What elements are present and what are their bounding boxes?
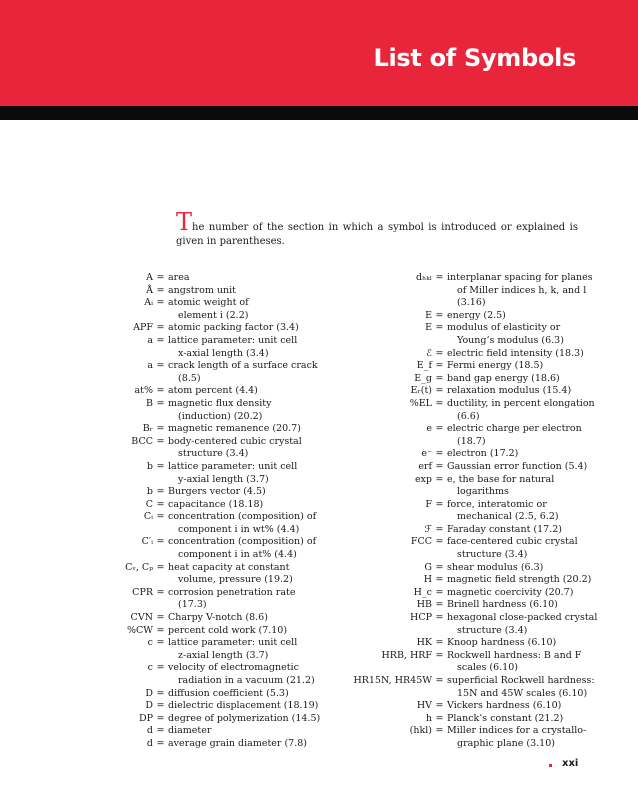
symbol-entry xyxy=(347,272,597,310)
definition xyxy=(447,713,597,726)
symbol-entry xyxy=(347,524,597,537)
symbol: Eᵣ(t) xyxy=(410,385,432,397)
definition-line: diffusion coefficient (5.3) xyxy=(168,687,289,699)
definition-line: heat capacity at constant xyxy=(168,561,290,573)
symbol: A xyxy=(146,272,153,283)
symbol-entry xyxy=(105,461,348,486)
symbol: ℱ xyxy=(424,523,432,535)
equals-sign: = xyxy=(156,712,165,724)
definition-line: lattice parameter: unit cell xyxy=(168,334,298,346)
definition-line: lattice parameter: unit cell xyxy=(168,637,298,649)
symbol-entry xyxy=(105,562,348,587)
symbol-entry xyxy=(347,461,597,474)
symbol: a xyxy=(147,360,153,372)
symbol: a xyxy=(147,334,153,346)
definition-line: magnetic remanence (20.7) xyxy=(168,423,301,435)
definition-line: (6.6) xyxy=(457,410,480,422)
page-number: xxi xyxy=(562,758,579,769)
definition-line: (3.16) xyxy=(457,297,486,309)
symbol-entry xyxy=(347,725,597,750)
definition-line: corrosion penetration rate xyxy=(168,586,296,598)
equals-sign: = xyxy=(156,536,165,548)
symbol: CPR xyxy=(132,586,153,598)
equals-sign: = xyxy=(435,599,444,611)
equals-sign: = xyxy=(156,435,165,447)
definition-line: Planck’s constant (21.2) xyxy=(447,712,564,724)
equals-sign: = xyxy=(435,372,444,384)
definition-line: interplanar spacing for planes xyxy=(447,272,593,283)
equals-sign: = xyxy=(435,612,444,624)
definition-line: e, the base for natural xyxy=(447,473,555,485)
symbol-entry xyxy=(347,448,597,461)
symbol-entry xyxy=(347,373,597,386)
symbol-entry xyxy=(347,700,597,713)
equals-sign: = xyxy=(156,561,165,573)
symbol-entry xyxy=(105,385,348,398)
symbol: Cᵥ, Cₚ xyxy=(125,561,153,573)
symbol-entry xyxy=(105,625,348,638)
symbol-entry xyxy=(105,322,348,335)
definition xyxy=(447,637,597,650)
definition-line: energy (2.5) xyxy=(447,309,506,321)
footer-bullet xyxy=(549,764,552,767)
equals-sign: = xyxy=(156,423,165,435)
equals-sign: = xyxy=(435,586,444,598)
equals-sign: = xyxy=(156,297,165,309)
equals-sign: = xyxy=(435,460,444,472)
definition-line: average grain diameter (7.8) xyxy=(168,737,307,749)
equals-sign: = xyxy=(156,272,165,283)
equals-sign: = xyxy=(435,536,444,548)
symbol: exp xyxy=(414,473,432,485)
symbol-entry xyxy=(105,335,348,360)
symbol: ℰ xyxy=(426,347,432,359)
definition xyxy=(447,675,597,700)
symbol-entry xyxy=(105,398,348,423)
definition xyxy=(168,587,348,612)
definition xyxy=(168,625,348,638)
symbol-entry xyxy=(347,637,597,650)
definition xyxy=(168,461,348,486)
symbol-entry xyxy=(347,398,597,423)
definition-line: component i in wt% (4.4) xyxy=(178,523,300,535)
equals-sign: = xyxy=(156,397,165,409)
equals-sign: = xyxy=(156,586,165,598)
definition-line: hexagonal close-packed crystal xyxy=(447,612,598,624)
symbol: D xyxy=(145,687,153,699)
definition xyxy=(168,713,348,726)
symbol-entry xyxy=(347,474,597,499)
symbol-entry xyxy=(347,612,597,637)
definition xyxy=(447,461,597,474)
symbol-entry xyxy=(105,511,348,536)
definition xyxy=(168,725,348,738)
equals-sign: = xyxy=(435,360,444,372)
symbol: HB xyxy=(416,599,432,611)
definition xyxy=(447,612,597,637)
definition xyxy=(447,360,597,373)
symbol: d xyxy=(146,737,153,749)
symbol: B xyxy=(146,397,153,409)
definition-line: mechanical (2.5, 6.2) xyxy=(457,511,559,523)
intro-paragraph xyxy=(176,208,578,249)
definition-line: volume, pressure (19.2) xyxy=(178,574,293,586)
equals-sign: = xyxy=(435,523,444,535)
definition-line: Gaussian error function (5.4) xyxy=(447,460,588,472)
symbol-entry xyxy=(347,562,597,575)
symbol: at% xyxy=(134,385,153,397)
symbol-entry xyxy=(105,738,348,751)
symbol-entry xyxy=(105,499,348,512)
definition-line: face-centered cubic crystal xyxy=(447,536,578,548)
definition-line: structure (3.4) xyxy=(457,549,528,561)
definition xyxy=(447,574,597,587)
definition-line: area xyxy=(168,272,190,283)
symbol-entry xyxy=(347,536,597,561)
symbol-entry xyxy=(105,688,348,701)
equals-sign: = xyxy=(435,322,444,334)
symbol: HK xyxy=(416,637,432,649)
equals-sign: = xyxy=(435,347,444,359)
equals-sign: = xyxy=(435,649,444,661)
symbol-entry xyxy=(347,423,597,448)
definition-line: element i (2.2) xyxy=(178,309,249,321)
definition xyxy=(447,448,597,461)
symbol: b xyxy=(146,460,153,472)
symbol-entry xyxy=(347,360,597,373)
equals-sign: = xyxy=(435,423,444,435)
equals-sign: = xyxy=(435,397,444,409)
equals-sign: = xyxy=(156,385,165,397)
symbol-entry xyxy=(105,297,348,322)
definition-line: electron (17.2) xyxy=(447,448,519,460)
equals-sign: = xyxy=(435,725,444,737)
definition-line: modulus of elasticity or xyxy=(447,322,561,334)
definition xyxy=(168,637,348,662)
definition-line: 15N and 45W scales (6.10) xyxy=(457,687,588,699)
symbol: F xyxy=(425,498,432,510)
symbol-entry xyxy=(347,574,597,587)
definition-line: (17.3) xyxy=(178,599,207,611)
equals-sign: = xyxy=(435,700,444,712)
equals-sign: = xyxy=(156,687,165,699)
definition-line: logarithms xyxy=(457,486,509,498)
definition-line: capacitance (18.18) xyxy=(168,498,264,510)
definition xyxy=(447,373,597,386)
definition xyxy=(447,423,597,448)
equals-sign: = xyxy=(435,498,444,510)
definition xyxy=(447,499,597,524)
definition-line: Rockwell hardness: B and F xyxy=(447,649,582,661)
drop-cap: T xyxy=(176,208,193,236)
symbol-entry xyxy=(347,322,597,347)
symbol: HRB, HRF xyxy=(381,649,432,661)
definition xyxy=(168,738,348,751)
definition xyxy=(447,725,597,750)
symbol: erf xyxy=(418,460,432,472)
symbol-entry xyxy=(347,310,597,323)
symbol-entry xyxy=(105,360,348,385)
definition xyxy=(168,499,348,512)
definition-line: x-axial length (3.4) xyxy=(178,347,269,359)
definition xyxy=(168,436,348,461)
equals-sign: = xyxy=(156,624,165,636)
definition-line: crack length of a surface crack xyxy=(168,360,318,372)
symbol-entry xyxy=(105,272,348,285)
definition-line: magnetic field strength (20.2) xyxy=(447,574,592,586)
definition-line: atom percent (4.4) xyxy=(168,385,258,397)
definition-line: (induction) (20.2) xyxy=(178,410,263,422)
symbol: E_f xyxy=(416,360,432,372)
symbol: CVN xyxy=(130,612,153,624)
definition-line: ductility, in percent elongation xyxy=(447,397,595,409)
equals-sign: = xyxy=(435,675,444,686)
definition xyxy=(168,562,348,587)
definition xyxy=(447,272,597,310)
symbol: G xyxy=(424,561,432,573)
equals-sign: = xyxy=(156,334,165,346)
definition-line: structure (3.4) xyxy=(457,624,528,636)
symbol-entry xyxy=(105,713,348,726)
symbol-entry xyxy=(347,675,597,700)
symbol: APF xyxy=(133,322,153,334)
definition xyxy=(447,599,597,612)
symbol-entry xyxy=(347,499,597,524)
definition xyxy=(168,612,348,625)
equals-sign: = xyxy=(156,637,165,649)
symbol-entry xyxy=(105,486,348,499)
equals-sign: = xyxy=(156,612,165,624)
symbol: E xyxy=(425,322,432,334)
definition-line: Miller indices for a crystallo- xyxy=(447,725,587,737)
symbol-entry xyxy=(347,650,597,675)
symbol: E_g xyxy=(414,372,432,384)
definition xyxy=(168,398,348,423)
definition xyxy=(447,474,597,499)
definition-line: magnetic flux density xyxy=(168,397,272,409)
definition-line: Knoop hardness (6.10) xyxy=(447,637,557,649)
equals-sign: = xyxy=(435,385,444,397)
definition xyxy=(447,398,597,423)
symbol: d xyxy=(146,725,153,737)
definition xyxy=(168,688,348,701)
definition xyxy=(168,662,348,687)
equals-sign: = xyxy=(156,284,165,296)
definition xyxy=(447,524,597,537)
symbol-entry xyxy=(347,385,597,398)
definition-line: concentration (composition) of xyxy=(168,536,317,548)
definition xyxy=(447,562,597,575)
symbol-entry xyxy=(105,662,348,687)
symbol: %CW xyxy=(126,624,153,636)
symbol: HCP xyxy=(410,612,432,624)
equals-sign: = xyxy=(435,561,444,573)
symbol-entry xyxy=(105,285,348,298)
equals-sign: = xyxy=(156,725,165,737)
definition-line: atomic packing factor (3.4) xyxy=(168,322,299,334)
definition xyxy=(168,486,348,499)
definition-line: structure (3.4) xyxy=(178,448,249,460)
definition-line: of Miller indices h, k, and l xyxy=(457,284,587,296)
definition-line: superficial Rockwell hardness: xyxy=(447,675,595,686)
definition-line: diameter xyxy=(168,725,212,737)
definition xyxy=(168,285,348,298)
intro-text: he number of the section in which a symbol is introduced or explained is given in parentheses. xyxy=(176,222,578,247)
symbol: dₕₖₗ xyxy=(416,272,432,283)
symbol: %EL xyxy=(409,397,432,409)
symbol-list-left xyxy=(105,272,348,751)
definition xyxy=(168,511,348,536)
equals-sign: = xyxy=(156,700,165,712)
symbol-entry xyxy=(105,436,348,461)
definition xyxy=(168,385,348,398)
definition xyxy=(447,536,597,561)
symbol: Cᵢ xyxy=(143,511,153,523)
symbol: Aᵢ xyxy=(144,297,153,309)
definition xyxy=(168,360,348,385)
definition-line: Young’s modulus (6.3) xyxy=(457,334,564,346)
definition-line: lattice parameter: unit cell xyxy=(168,460,298,472)
definition-line: electric charge per electron xyxy=(447,423,582,435)
symbol: (hkl) xyxy=(409,725,432,737)
definition xyxy=(447,700,597,713)
definition-line: shear modulus (6.3) xyxy=(447,561,544,573)
symbol: C xyxy=(145,498,153,510)
equals-sign: = xyxy=(435,309,444,321)
symbol: H_c xyxy=(413,586,432,598)
definition-line: concentration (composition) of xyxy=(168,511,317,523)
symbol: c xyxy=(147,637,153,649)
symbol-entry xyxy=(105,725,348,738)
definition-line: scales (6.10) xyxy=(457,662,518,674)
symbol: h xyxy=(425,712,432,724)
symbol-entry xyxy=(105,637,348,662)
equals-sign: = xyxy=(156,360,165,372)
definition-line: percent cold work (7.10) xyxy=(168,624,288,636)
symbol-entry xyxy=(105,423,348,436)
symbol: HV xyxy=(416,700,432,712)
equals-sign: = xyxy=(156,460,165,472)
symbol-entry xyxy=(105,700,348,713)
definition-line: band gap energy (18.6) xyxy=(447,372,560,384)
symbol: H xyxy=(423,574,432,586)
symbol: c xyxy=(147,662,153,674)
symbol-entry xyxy=(347,587,597,600)
definition-line: Faraday constant (17.2) xyxy=(447,523,562,535)
symbol: BCC xyxy=(131,435,153,447)
symbol: b xyxy=(146,486,153,498)
definition-line: z-axial length (3.7) xyxy=(178,649,269,661)
symbol-list-right xyxy=(347,272,597,751)
equals-sign: = xyxy=(435,637,444,649)
symbol-entry xyxy=(105,587,348,612)
definition-line: graphic plane (3.10) xyxy=(457,737,555,749)
symbol-entry xyxy=(347,348,597,361)
symbol: e xyxy=(426,423,432,435)
definition-line: Brinell hardness (6.10) xyxy=(447,599,558,611)
definition-line: Charpy V-notch (8.6) xyxy=(168,612,268,624)
symbol: e⁻ xyxy=(421,448,432,460)
symbol: C′ᵢ xyxy=(141,536,153,548)
equals-sign: = xyxy=(435,448,444,460)
definition-line: component i in at% (4.4) xyxy=(178,549,297,561)
definition-line: electric field intensity (18.3) xyxy=(447,347,584,359)
page-title: List of Symbols xyxy=(373,44,576,72)
definition-line: y-axial length (3.7) xyxy=(178,473,269,485)
definition xyxy=(168,536,348,561)
definition xyxy=(168,423,348,436)
equals-sign: = xyxy=(435,712,444,724)
definition-line: atomic weight of xyxy=(168,297,249,309)
definition xyxy=(168,297,348,322)
equals-sign: = xyxy=(435,272,444,283)
symbol-entry xyxy=(347,599,597,612)
definition xyxy=(168,700,348,713)
definition xyxy=(168,335,348,360)
definition-line: degree of polymerization (14.5) xyxy=(168,712,321,724)
header-bar xyxy=(0,106,638,120)
definition xyxy=(168,322,348,335)
definition-line: force, interatomic or xyxy=(447,498,547,510)
definition-line: angstrom unit xyxy=(168,284,236,296)
symbol: HR15N, HR45W xyxy=(353,675,432,686)
definition-line: (8.5) xyxy=(178,372,201,384)
definition-line: magnetic coercivity (20.7) xyxy=(447,586,574,598)
definition xyxy=(447,348,597,361)
symbol: D xyxy=(145,700,153,712)
definition-line: Vickers hardness (6.10) xyxy=(447,700,562,712)
definition-line: Burgers vector (4.5) xyxy=(168,486,266,498)
symbol-entry xyxy=(347,713,597,726)
equals-sign: = xyxy=(435,473,444,485)
definition-line: body-centered cubic crystal xyxy=(168,435,302,447)
definition xyxy=(447,650,597,675)
symbol: DP xyxy=(138,712,153,724)
symbol: E xyxy=(425,309,432,321)
definition-line: velocity of electromagnetic xyxy=(168,662,299,674)
symbol-entry xyxy=(105,612,348,625)
symbol: Å xyxy=(146,284,153,296)
symbol: FCC xyxy=(410,536,432,548)
symbol-entry xyxy=(105,536,348,561)
equals-sign: = xyxy=(156,486,165,498)
definition-line: Fermi energy (18.5) xyxy=(447,360,544,372)
definition xyxy=(447,310,597,323)
definition-line: relaxation modulus (15.4) xyxy=(447,385,572,397)
definition-line: (18.7) xyxy=(457,435,486,447)
definition xyxy=(168,272,348,285)
definition xyxy=(447,385,597,398)
equals-sign: = xyxy=(156,662,165,674)
definition xyxy=(447,587,597,600)
equals-sign: = xyxy=(156,322,165,334)
definition xyxy=(447,322,597,347)
definition-line: dielectric displacement (18.19) xyxy=(168,700,319,712)
symbol: Bᵣ xyxy=(142,423,153,435)
equals-sign: = xyxy=(435,574,444,586)
equals-sign: = xyxy=(156,511,165,523)
definition-line: radiation in a vacuum (21.2) xyxy=(178,675,315,686)
equals-sign: = xyxy=(156,498,165,510)
equals-sign: = xyxy=(156,737,165,749)
